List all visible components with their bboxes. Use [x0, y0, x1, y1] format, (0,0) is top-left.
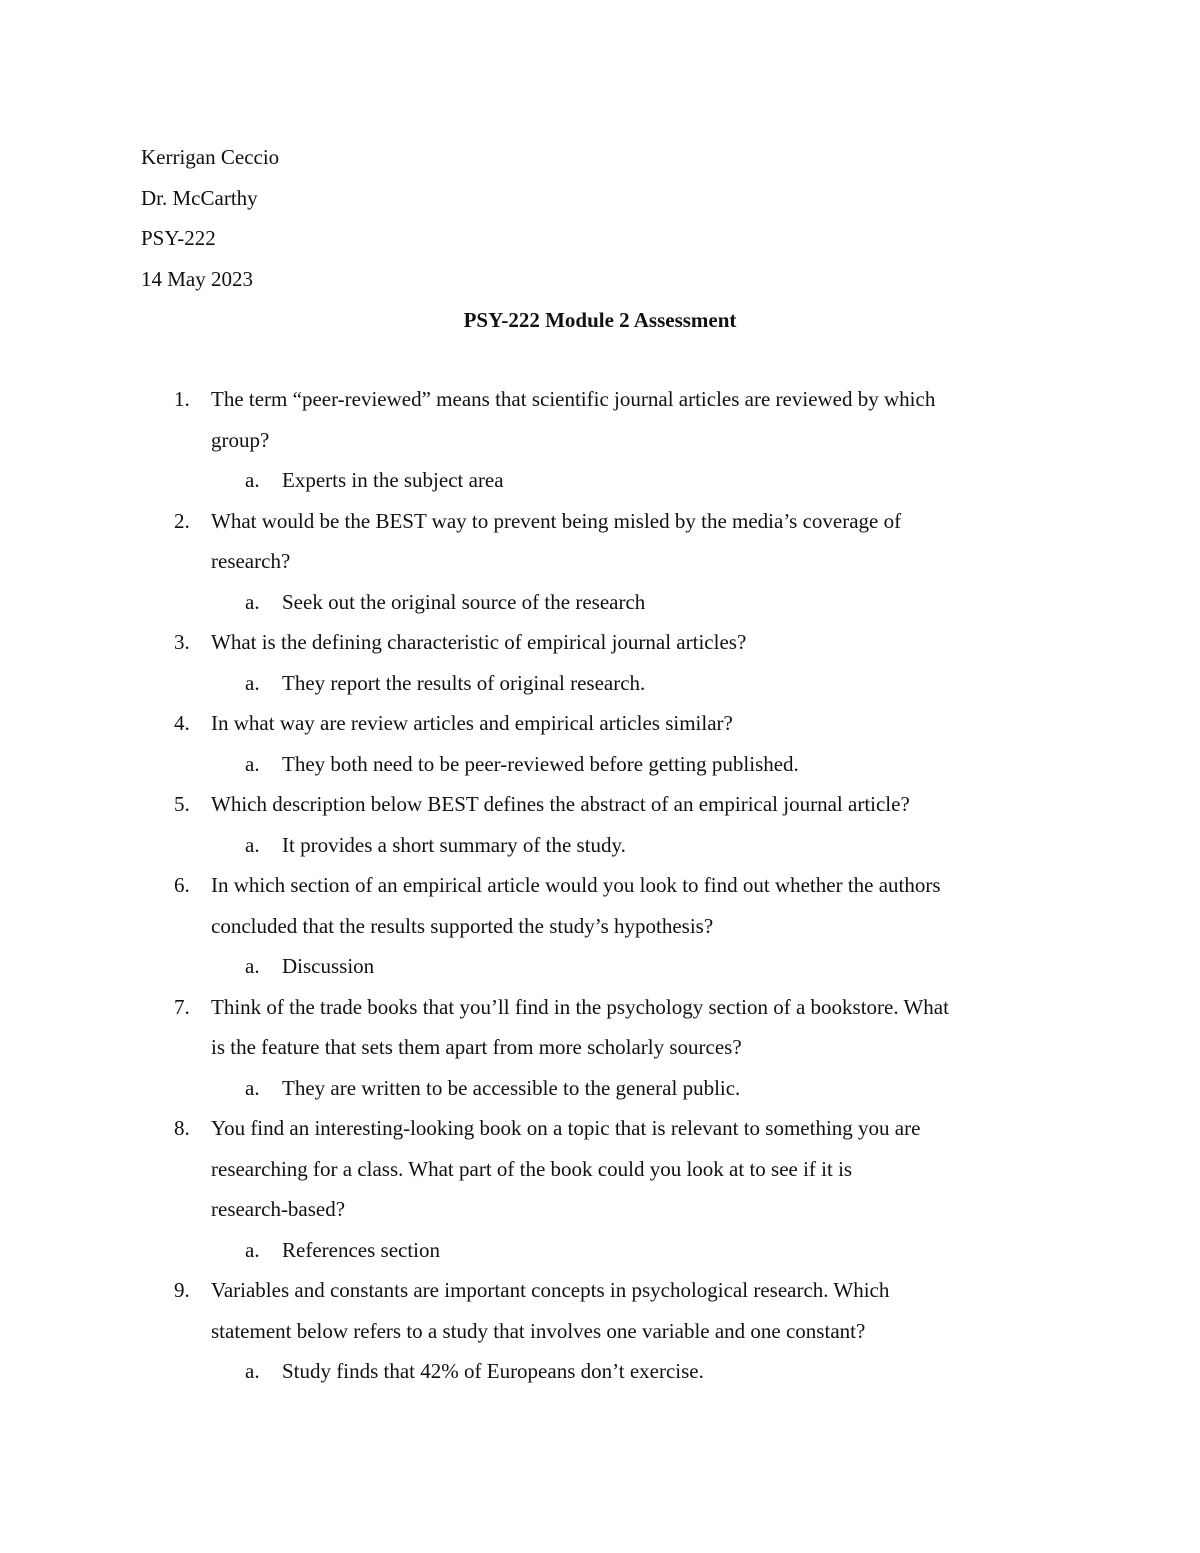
answer-item [0, 1235, 1200, 1276]
answer-text: Discussion [282, 954, 375, 978]
answer-text: Study finds that 42% of Europeans don’t exercise. [282, 1359, 704, 1383]
answer-label: a. [245, 1237, 260, 1262]
question-text: Which description below BEST defines the abstract of an empirical journal article? [211, 792, 910, 816]
question-number: 4. [174, 711, 190, 735]
question-continuation [0, 1154, 1200, 1195]
question-number: 2. [174, 508, 190, 533]
answer-text: References section [282, 1237, 441, 1262]
question-continuation [0, 1194, 1200, 1235]
question-text: statement below refers to a study that involves one variable and one constant? [211, 1318, 866, 1343]
question-item [0, 992, 1200, 1033]
student-name: Kerrigan Ceccio [141, 145, 280, 169]
answer-label: a. [245, 1075, 260, 1100]
question-text: What would be the BEST way to prevent being misled by the media’s coverage of [211, 508, 902, 533]
question-text: In which section of an empirical article would you look to find out whether the authors [211, 873, 941, 897]
question-text: researching for a class. What part of the book could you look at to see if it is [211, 1156, 853, 1181]
answer-label: a. [245, 954, 260, 978]
instructor-name: Dr. McCarthy [141, 185, 258, 210]
answer-text: Seek out the original source of the research [282, 589, 646, 614]
answer-item [0, 587, 1200, 628]
answer-item [0, 465, 1200, 506]
question-text: Think of the trade books that you’ll find in the psychology section of a bookstore. What [211, 994, 949, 1019]
answer-label: a. [245, 1359, 260, 1383]
answer-text: They are written to be accessible to the general public. [282, 1075, 741, 1100]
answer-item [0, 668, 1200, 709]
question-item [0, 1113, 1200, 1154]
question-number: 9. [174, 1278, 190, 1302]
question-continuation [0, 1316, 1200, 1357]
question-continuation [0, 425, 1200, 466]
question-text: The term “peer-reviewed” means that scientific journal articles are reviewed by which [211, 387, 936, 411]
question-item [0, 384, 1200, 425]
question-text: You find an interesting-looking book on a topic that is relevant to something you are [211, 1116, 921, 1140]
answer-text: They report the results of original research. [282, 670, 646, 695]
question-number: 1. [174, 387, 190, 411]
question-item [0, 1275, 1200, 1316]
answer-label: a. [245, 468, 260, 492]
submission-date: 14 May 2023 [141, 266, 253, 291]
question-text: research-based? [211, 1197, 346, 1221]
question-text: research? [211, 549, 291, 573]
answer-item [0, 951, 1200, 992]
answer-label: a. [245, 589, 260, 614]
question-continuation [0, 1032, 1200, 1073]
question-continuation [0, 546, 1200, 587]
answer-label: a. [245, 751, 260, 776]
answer-label: a. [245, 670, 260, 695]
question-number: 6. [174, 873, 190, 897]
document-title: PSY-222 Module 2 Assessment [463, 308, 737, 332]
question-text: concluded that the results supported the study’s hypothesis? [211, 913, 714, 938]
answer-item [0, 1073, 1200, 1114]
question-item [0, 870, 1200, 911]
answer-item [0, 749, 1200, 790]
question-text: group? [211, 427, 270, 452]
question-item [0, 789, 1200, 830]
question-continuation [0, 911, 1200, 952]
question-text: In what way are review articles and empirical articles similar? [211, 711, 733, 735]
question-item [0, 627, 1200, 668]
question-number: 8. [174, 1116, 190, 1140]
answer-label: a. [245, 832, 260, 857]
question-number: 3. [174, 630, 190, 654]
answer-item [0, 830, 1200, 871]
question-item [0, 506, 1200, 547]
question-text: is the feature that sets them apart from more scholarly sources? [211, 1035, 742, 1059]
answer-text: Experts in the subject area [282, 468, 504, 492]
question-number: 7. [174, 994, 190, 1019]
course-code: PSY-222 [141, 226, 216, 250]
question-number: 5. [174, 792, 190, 816]
answer-item [0, 1356, 1200, 1397]
answer-text: It provides a short summary of the study. [282, 832, 626, 857]
question-list [0, 384, 1200, 1397]
answer-text: They both need to be peer-reviewed before getting published. [282, 751, 799, 776]
question-text: Variables and constants are important concepts in psychological research. Which [211, 1278, 890, 1302]
question-text: What is the defining characteristic of empirical journal articles? [211, 630, 747, 654]
header-block [141, 142, 279, 304]
question-item [0, 708, 1200, 749]
